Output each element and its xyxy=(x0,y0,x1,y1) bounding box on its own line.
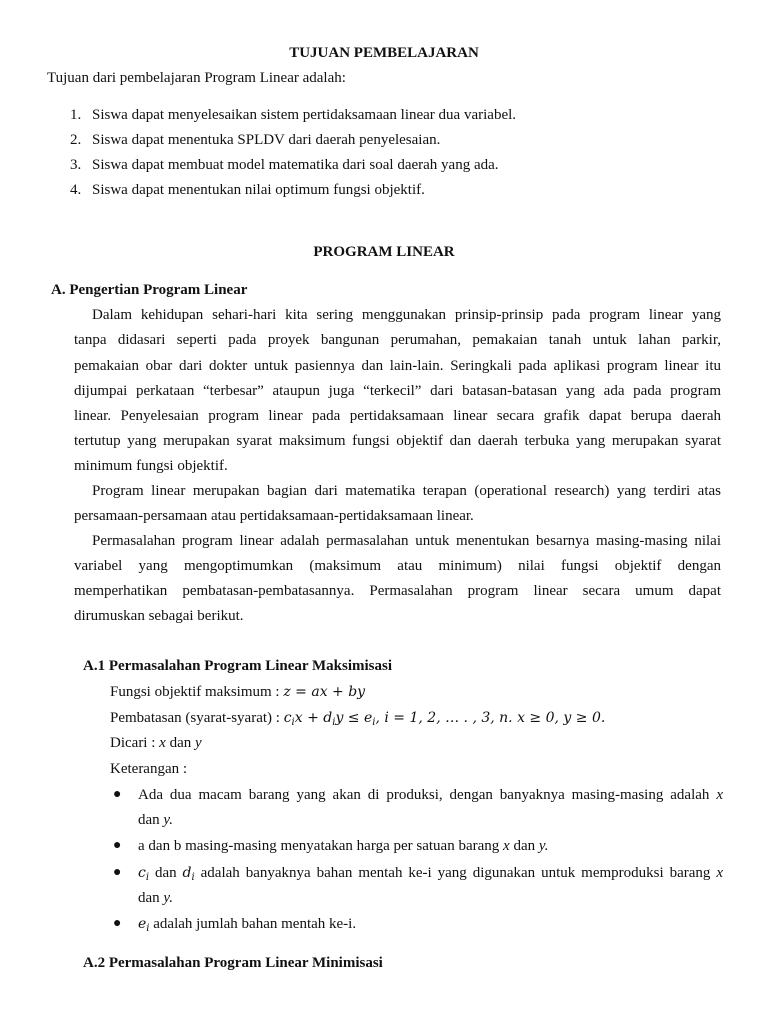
pembatasan-line xyxy=(110,709,605,732)
section-a-heading: A. Pengertian Program Linear xyxy=(51,282,248,298)
keterangan-label: Keterangan : xyxy=(110,761,188,777)
bullet-2-x: x xyxy=(503,838,510,854)
bullet-icon: ● xyxy=(113,787,122,802)
bullet-1-text: Ada dua macam barang yang akan di produksi, dengan banyaknya masing-masing adalah xyxy=(138,787,717,803)
bullet-3-var-2: y. xyxy=(163,890,174,906)
tujuan-item-1 xyxy=(70,106,516,124)
bullet-1-var-2: y. xyxy=(163,812,174,828)
bullet-2-dan: dan xyxy=(509,838,539,854)
bullet-3-mid: dan xyxy=(149,865,183,881)
dicari-x: x xyxy=(159,735,166,751)
bullet-3-line-2 xyxy=(138,889,173,907)
bullet-1-line-1 xyxy=(138,786,723,804)
fungsi-label: Fungsi objektif maksimum : xyxy=(110,684,284,700)
ei-symbol: $e_i$ xyxy=(138,916,150,934)
bullet-2-y: y. xyxy=(538,838,549,854)
bullet-icon: ● xyxy=(113,838,122,853)
list-number: 4. xyxy=(70,182,82,198)
para3-line-1: Permasalahan program linear adalah permasalahan untuk menentukan besarnya masing-masing nilai xyxy=(92,533,721,549)
list-number: 1. xyxy=(70,107,82,123)
bullet-3-line-1 xyxy=(138,864,723,887)
tujuan-intro: Tujuan dari pembelajaran Program Linear adalah: xyxy=(47,70,346,86)
tujuan-heading: TUJUAN PEMBELAJARAN xyxy=(289,45,479,61)
fungsi-objektif-line xyxy=(110,683,365,701)
para1-line-4: dijumpai perkataan “terbesar” ataupun juga “terkecil” dari batasan-batasan yang ada pada program xyxy=(74,383,721,399)
para3-line-4: dirumuskan sebagai berikut. xyxy=(74,608,244,624)
pembatasan-expression-tail: i = 1, 2, … . , 3, n. x ≥ 0, y ≥ 0. xyxy=(384,710,606,726)
bullet-1-var: x xyxy=(716,787,723,803)
pembatasan-expression: $c_ix + d_iy \le e_i$, xyxy=(283,710,385,728)
bullet-2 xyxy=(138,837,548,855)
list-number: 2. xyxy=(70,132,82,148)
di-symbol: $d_i$ xyxy=(182,865,195,883)
tujuan-item-4 xyxy=(70,181,425,199)
para1-line-2: tanpa didasari seperti pada proyek bangunan perumahan, pemakaian tanah untuk lahan parkir, xyxy=(74,332,721,348)
bullet-1-line-2 xyxy=(138,811,173,829)
a2-heading: A.2 Permasalahan Program Linear Minimisasi xyxy=(83,955,383,971)
bullet-3-text-2: dan xyxy=(138,890,164,906)
list-text: Siswa dapat menyelesaikan sistem pertidaksamaan linear dua variabel. xyxy=(92,107,517,123)
para3-line-2: variabel yang mengoptimumkan (maksimum atau minimum) nilai fungsi objektif dengan xyxy=(74,558,721,574)
dicari-y: y xyxy=(195,735,202,751)
list-number: 3. xyxy=(70,157,82,173)
para1-line-6: tertutup yang merupakan syarat maksimum fungsi objektif dan daerah terbuka yang merupakan syarat xyxy=(74,433,721,449)
para1-line-7: minimum fungsi objektif. xyxy=(74,458,228,474)
list-text: Siswa dapat menentukan nilai optimum fungsi objektif. xyxy=(92,182,425,198)
para2-line-1: Program linear merupakan bagian dari matematika terapan (operational research) yang terdiri atas xyxy=(92,483,721,499)
bullet-4-text: adalah jumlah bahan mentah ke-i. xyxy=(149,916,357,932)
bullet-4 xyxy=(138,915,356,938)
dicari-label: Dicari : xyxy=(110,735,160,751)
a1-heading: A.1 Permasalahan Program Linear Maksimisasi xyxy=(83,658,393,674)
dicari-line xyxy=(110,734,202,752)
para3-line-3: memperhatikan pembatasan-pembatasannya. Permasalahan program linear secara umum dapat xyxy=(74,583,721,599)
bullet-3-var: x xyxy=(716,865,723,881)
para2-line-2: persamaan-persamaan atau pertidaksamaan-pertidaksamaan linear. xyxy=(74,508,474,524)
bullet-2-text: a dan b masing-masing menyatakan harga per satuan barang xyxy=(138,838,504,854)
program-heading: PROGRAM LINEAR xyxy=(313,244,455,260)
tujuan-item-3 xyxy=(70,156,499,174)
pembatasan-label: Pembatasan (syarat-syarat) : xyxy=(110,710,284,726)
tujuan-item-2 xyxy=(70,131,440,149)
bullet-1-text-2: dan xyxy=(138,812,164,828)
bullet-3-text: adalah banyaknya bahan mentah ke-i yang digunakan untuk memproduksi barang xyxy=(194,865,717,881)
list-text: Siswa dapat membuat model matematika dari soal daerah yang ada. xyxy=(92,157,499,173)
fungsi-expression: z = ax + by xyxy=(283,684,366,700)
para1-line-5: linear. Penyelesaian program linear pada pertidaksamaan linear secara grafik dapat berupa daerah xyxy=(74,408,721,424)
ci-symbol: $c_i$ xyxy=(138,865,150,883)
para1-line-3: pemakaian obar dari dokter untuk pasiennya dan lain-lain. Seringkali pada aplikasi program linear itu xyxy=(74,358,721,374)
bullet-icon: ● xyxy=(113,916,122,931)
dicari-dan: dan xyxy=(165,735,195,751)
para1-line-1: Dalam kehidupan sehari-hari kita sering menggunakan prinsip-prinsip pada program linear yang xyxy=(92,307,721,323)
list-text: Siswa dapat menentuka SPLDV dari daerah penyelesaian. xyxy=(92,132,441,148)
bullet-icon: ● xyxy=(113,865,122,880)
